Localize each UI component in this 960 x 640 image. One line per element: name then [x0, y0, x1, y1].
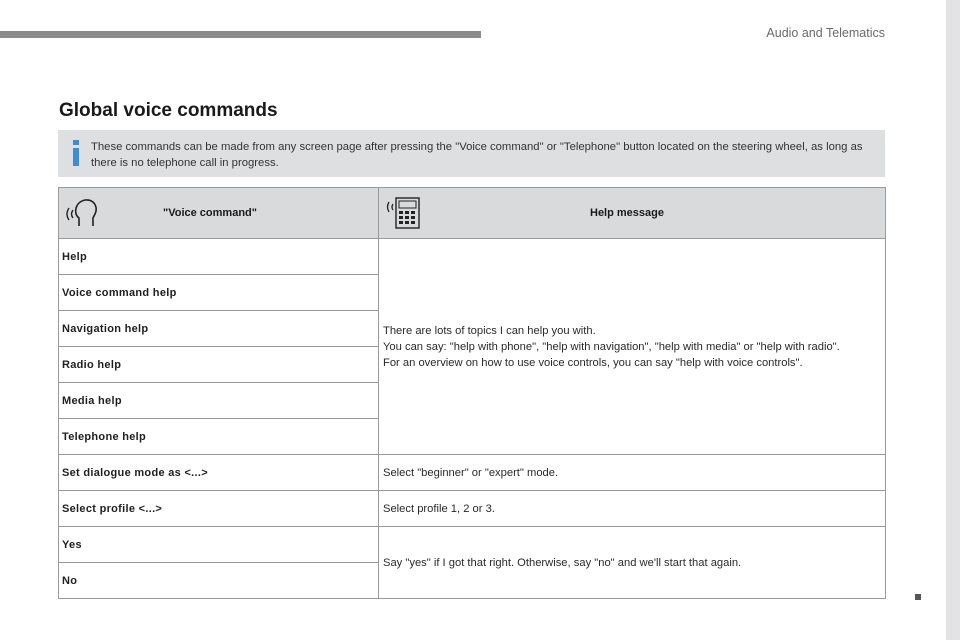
command-select-profile: Select profile <...>	[59, 491, 379, 527]
section-title: Audio and Telematics	[766, 26, 885, 40]
command-navigation-help: Navigation help	[59, 311, 379, 347]
command-radio-help: Radio help	[59, 347, 379, 383]
info-icon	[72, 140, 80, 166]
help-message-icon	[385, 196, 421, 230]
help-message-cell	[379, 239, 886, 455]
info-text: These commands can be made from any screen page after pressing the "Voice command" or "Telephone" button located on the steering wheel, as long as there is no telephone call in progress.	[91, 141, 863, 169]
command-set-dialogue-mode: Set dialogue mode as <...>	[59, 455, 379, 491]
dialogue-mode-message: Select "beginner" or "expert" mode.	[379, 455, 886, 491]
help-message-header	[379, 188, 886, 239]
command-telephone-help: Telephone help	[59, 419, 379, 455]
table-header-row	[59, 188, 886, 239]
voice-commands-table	[58, 187, 886, 599]
info-note	[58, 130, 885, 177]
select-profile-message: Select profile 1, 2 or 3.	[379, 491, 886, 527]
page-end-marker	[915, 594, 921, 600]
yes-no-message: Say "yes" if I got that right. Otherwise, say "no" and we'll start that again.	[379, 527, 886, 599]
voice-command-header-label: "Voice command"	[163, 207, 257, 219]
command-media-help: Media help	[59, 383, 379, 419]
page-title: Global voice commands	[59, 100, 278, 121]
help-message-line1: There are lots of topics I can help you with.	[383, 324, 596, 337]
voice-command-header	[59, 188, 379, 239]
table-row	[59, 491, 886, 527]
help-message-header-label: Help message	[590, 207, 664, 219]
table-row	[59, 527, 886, 563]
help-message-line2: You can say: "help with phone", "help with navigation", "help with media" or "help with radio". For an overview on how to use voice controls, you can say "help with voice controls".	[383, 340, 840, 369]
command-voice-command-help: Voice command help	[59, 275, 379, 311]
table-row	[59, 239, 886, 275]
table-row	[59, 455, 886, 491]
command-no: No	[59, 563, 379, 599]
top-rule	[0, 31, 481, 38]
voice-command-icon	[65, 196, 101, 230]
command-yes: Yes	[59, 527, 379, 563]
page-edge-strip	[946, 0, 960, 640]
command-help: Help	[59, 239, 379, 275]
